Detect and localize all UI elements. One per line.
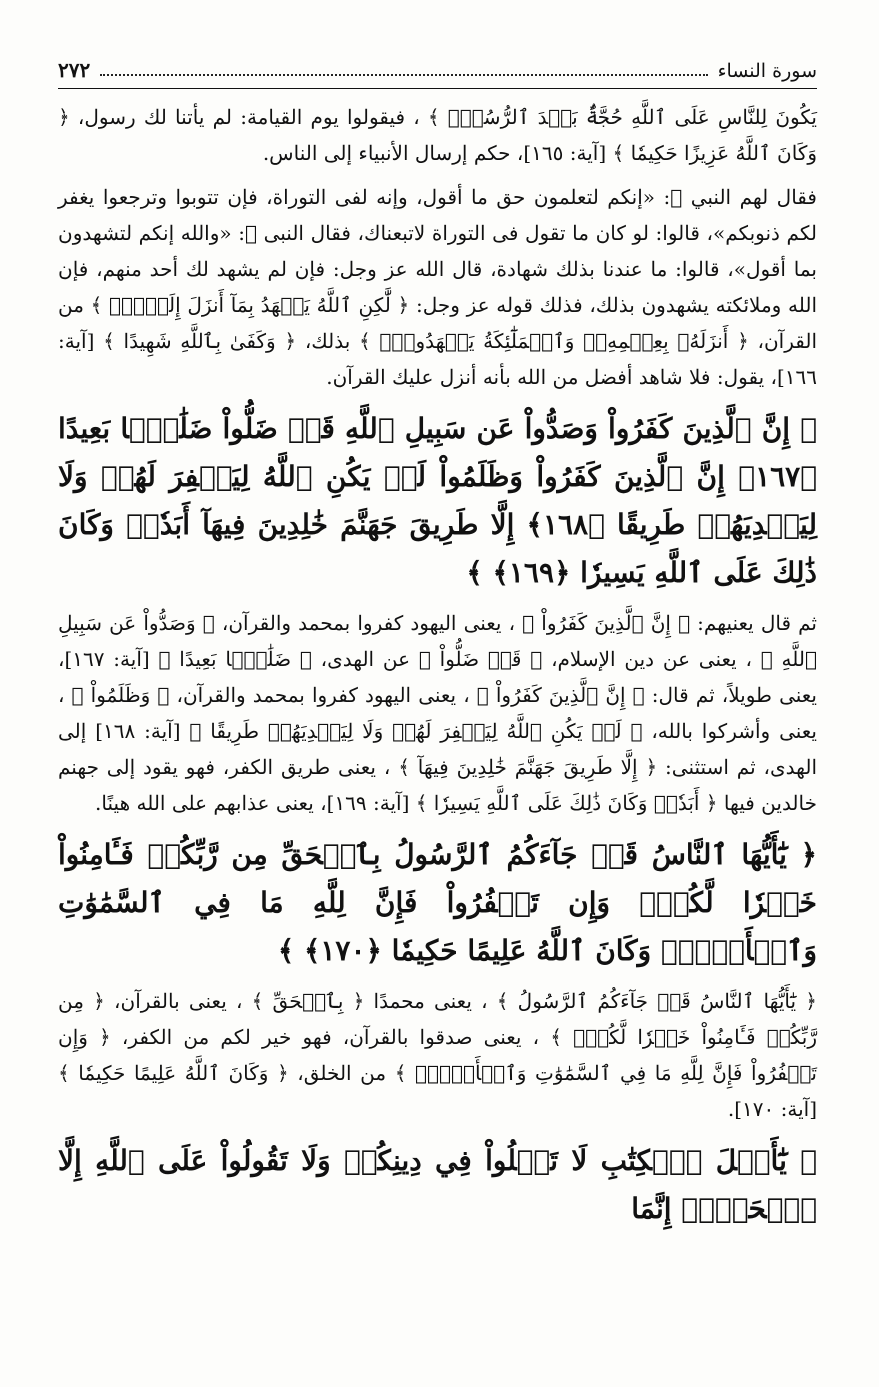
commentary-paragraph-2: فقال لهم النبي ﷺ: «إنكم لتعلمون حق ما أقول، وإنه لفى التوراة، فإن تتوبوا وترجعوا يغفر لكم ذنوبكم»، قالوا: لو كان ما تقول فى التوراة لاتبعناك، فقال النبى ﷺ: «والله إنكم لتشهدون بما أقول»، قالوا: ما عندنا بذلك شهادة، قال الله عز وجل: فإن لم يشهد لك أحد منهم، فإن الله وملائكته يشهدون بذلك، فذلك قوله عز وجل: ﴿ لَّٰكِنِ ٱللَّهُ يَشۡهَدُ بِمَآ أَنزَلَ إِلَيۡكَۖ ﴾ من القرآن، ﴿ أَنزَلَهُۥ بِعِلۡمِهِۦۖ وَٱلۡمَلَٰٓئِكَةُ يَشۡهَدُونَۚ ﴾ بذلك، ﴿ وَكَفَىٰ بِٱللَّهِ شَهِيدًا ﴾ [آية: ١٦٦]، يقول: فلا شاهد أفضل من الله بأنه أنزل عليك القرآن. <box>58 185 817 389</box>
quran-verse-block-171-start: ﴿ يَٰٓأَهۡلَ ٱلۡكِتَٰبِ لَا تَغۡلُواْ فِي دِينِكُمۡ وَلَا تَقُولُواْ عَلَى ٱللَّهِ إِلَّا ٱلۡحَقَّۚ إِنَّمَا <box>58 1144 817 1225</box>
page-number: ٢٧٢ <box>58 58 91 82</box>
quran-verse-block-167-169: ﴿ إِنَّ ٱلَّذِينَ كَفَرُواْ وَصَدُّواْ عَن سَبِيلِ ٱللَّهِ قَدۡ ضَلُّواْ ضَلَٰلَۢا بَعِيدًا ﴿١٦٧﴾ إِنَّ ٱلَّذِينَ كَفَرُواْ وَظَلَمُواْ لَمۡ يَكُنِ ٱللَّهُ لِيَغۡفِرَ لَهُمۡ وَلَا لِيَهۡدِيَهُمۡ طَرِيقًا ﴿١٦٨﴾ إِلَّا طَرِيقَ جَهَنَّمَ خَٰلِدِينَ فِيهَآ أَبَدٗاۚ وَكَانَ ذَٰلِكَ عَلَى ٱللَّهِ يَسِيرٗا ﴿١٦٩﴾ ﴾ <box>58 412 817 589</box>
header-dot-leader <box>100 74 707 76</box>
commentary-paragraph-1: يَكُونَ لِلنَّاسِ عَلَى ٱللَّهِ حُجَّةٌۢ بَعۡدَ ٱلرُّسُلِۚ ﴾ ، فيقولوا يوم القيامة: لم يأتنا لك رسول، ﴿ وَكَانَ ٱللَّهُ عَزِيزًا حَكِيمٗا ﴾ [آية: ١٦٥]، حكم إرسال الأنبياء إلى الناس. <box>58 105 817 165</box>
quran-verse-block-170: ﴿ يَٰٓأَيُّهَا ٱلنَّاسُ قَدۡ جَآءَكُمُ ٱلرَّسُولُ بِٱلۡحَقِّ مِن رَّبِّكُمۡ فَـَٔامِنُواْ خَيۡرٗا لَّكُمۡۚ وَإِن تَكۡفُرُواْ فَإِنَّ لِلَّهِ مَا فِي ٱلسَّمَٰوَٰتِ وَٱلۡأَرۡضِۚ وَكَانَ ٱللَّهُ عَلِيمًا حَكِيمٗا ﴿١٧٠﴾ ﴾ <box>58 838 817 967</box>
surah-name: سورة النساء <box>717 60 817 82</box>
commentary-paragraph-3: ثم قال يعنيهم: ﴿ إِنَّ ٱلَّذِينَ كَفَرُواْ ﴾ ، يعنى اليهود كفروا بمحمد والقرآن، ﴿ وَصَدُّواْ عَن سَبِيلِ ٱللَّهِ ﴾ ، يعنى عن دين الإسلام، ﴿ قَدۡ ضَلُّواْ ﴾ عن الهدى، ﴿ ضَلَٰلَۢا بَعِيدًا ﴾ [آية: ١٦٧]، يعنى طويلاً، ثم قال: ﴿ إِنَّ ٱلَّذِينَ كَفَرُواْ ﴾ ، يعنى اليهود كفروا بمحمد والقرآن، ﴿ وَظَلَمُواْ ﴾ ، يعنى وأشركوا بالله، ﴿ لَمۡ يَكُنِ ٱللَّهُ لِيَغۡفِرَ لَهُمۡ وَلَا لِيَهۡدِيَهُمۡ طَرِيقًا ﴾ [آية: ١٦٨] إلى الهدى، ثم استثنى: ﴿ إِلَّا طَرِيقَ جَهَنَّمَ خَٰلِدِينَ فِيهَآ ﴾ ، يعنى طريق الكفر، فهو يقود إلى جهنم خالدين فيها ﴿ أَبَدٗاۚ وَكَانَ ذَٰلِكَ عَلَى ٱللَّهِ يَسِيرٗا ﴾ [آية: ١٦٩]، يعنى عذابهم على الله هينًا. <box>58 611 818 815</box>
running-header <box>58 58 817 89</box>
commentary-paragraph-4: ﴿ يَٰٓأَيُّهَا ٱلنَّاسُ قَدۡ جَآءَكُمُ ٱلرَّسُولُ ﴾ ، يعنى محمدًا ﴿ بِٱلۡحَقِّ ﴾ ، يعنى بالقرآن، ﴿ مِن رَّبِّكُمۡ فَـَٔامِنُواْ خَيۡرٗا لَّكُمۡۚ ﴾ ، يعنى صدقوا بالقرآن، فهو خير لكم من الكفر، ﴿ وَإِن تَكۡفُرُواْ فَإِنَّ لِلَّهِ مَا فِي ٱلسَّمَٰوَٰتِ وَٱلۡأَرۡضِۚ ﴾ من الخلق، ﴿ وَكَانَ ٱللَّهُ عَلِيمًا حَكِيمٗا ﴾ [آية: ١٧٠]. <box>58 989 818 1121</box>
